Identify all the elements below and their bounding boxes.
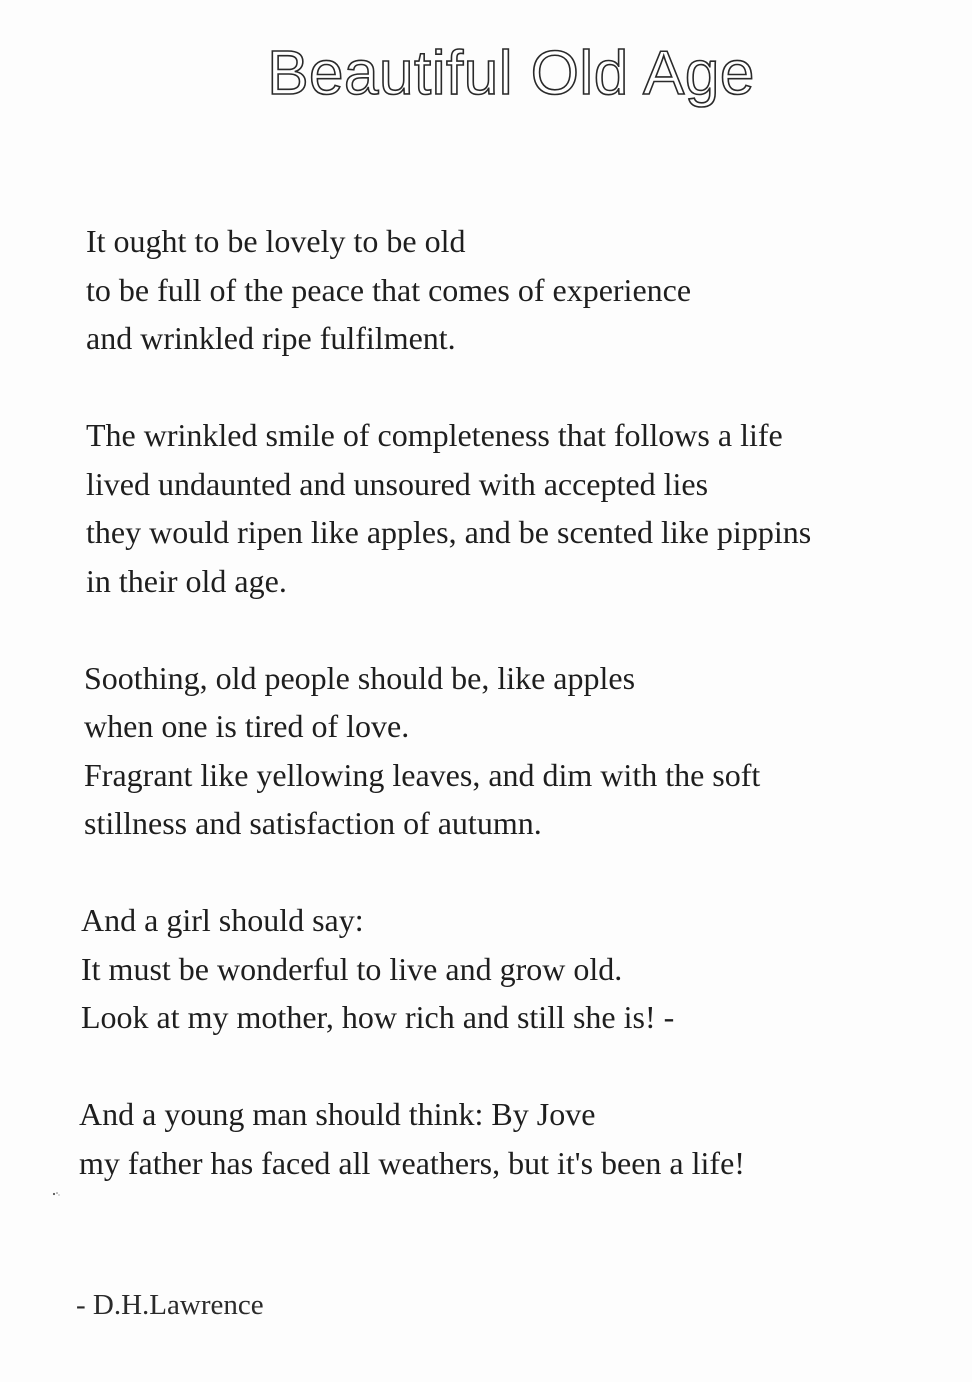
poem-line: It ought to be lovely to be old: [86, 223, 466, 259]
scan-speck-mark: [52, 1190, 61, 1197]
poem-line: they would ripen like apples, and be scented like pippins: [86, 514, 812, 550]
poem-line: And a girl should say:: [81, 902, 364, 938]
poem-line: my father has faced all weathers, but it's been a life!: [79, 1144, 745, 1181]
poem-title: Beautiful Old Age: [267, 39, 755, 108]
poem-line: Soothing, old people should be, like apples: [84, 659, 636, 696]
poem-line: Fragrant like yellowing leaves, and dim with the soft: [84, 756, 761, 793]
poem-line: lived undaunted and unsoured with accepted lies: [86, 465, 709, 502]
poem-line: and wrinkled ripe fulfilment.: [86, 320, 456, 356]
stanza-3: [84, 654, 956, 848]
poem-body: [79, 217, 956, 1187]
poem-author: - D.H.Lawrence: [76, 1289, 264, 1321]
poem-line: The wrinkled smile of completeness that follows a life: [86, 417, 783, 453]
poem-line: And a young man should think: By Jove: [79, 1096, 596, 1132]
poem-line: It must be wonderful to live and grow old.: [81, 950, 623, 987]
poem-line: Look at my mother, how rich and still she is! -: [81, 999, 675, 1035]
stanza-2: [86, 411, 956, 605]
stanza-4: [81, 896, 956, 1042]
poem-line: in their old age.: [86, 562, 287, 599]
stanza-5: [79, 1090, 956, 1187]
poem-line: when one is tired of love.: [84, 708, 410, 744]
poem-line: stillness and satisfaction of autumn.: [84, 805, 542, 841]
stanza-1: [86, 217, 956, 363]
poem-line: to be full of the peace that comes of experience: [86, 271, 692, 308]
